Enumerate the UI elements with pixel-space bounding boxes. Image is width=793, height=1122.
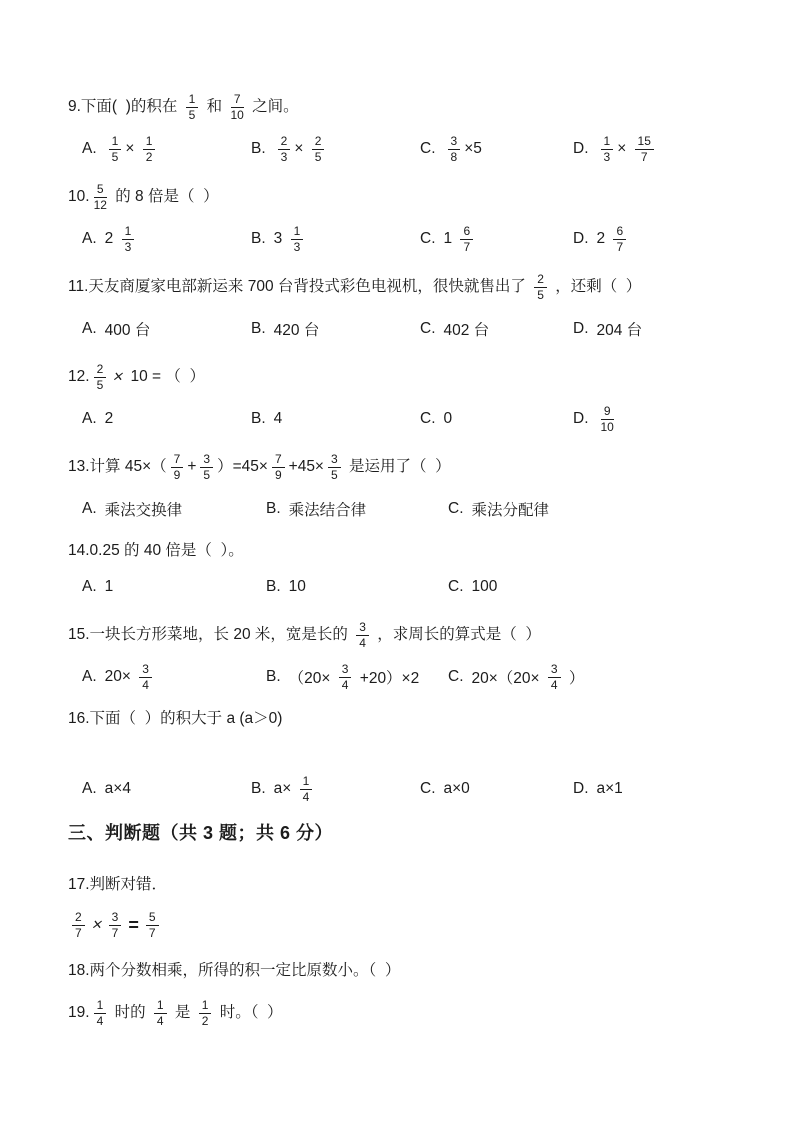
fraction: $\frac{1}{2}$ xyxy=(199,999,212,1027)
option-label: A. xyxy=(82,140,97,157)
option-label: D. xyxy=(573,410,589,427)
option-12-d xyxy=(573,405,743,433)
text-segment: a× xyxy=(273,780,296,797)
text-segment: 0 xyxy=(443,410,453,427)
option-value xyxy=(274,135,329,163)
equals-sign: = xyxy=(128,914,139,935)
option-11-b xyxy=(251,318,420,340)
question-9-stem xyxy=(68,90,743,124)
text-segment: 时的 xyxy=(110,1003,150,1021)
question-10-options xyxy=(68,222,743,256)
option-16-c xyxy=(420,780,573,798)
fraction: $\frac{3}{4}$ xyxy=(339,663,352,691)
multiply-sign: × xyxy=(89,914,105,934)
option-11-a xyxy=(82,318,251,340)
text-segment: （20× xyxy=(288,670,335,687)
option-11-c xyxy=(420,318,573,340)
option-12-a xyxy=(82,410,251,428)
option-label: B. xyxy=(251,230,266,247)
multiply-sign: × xyxy=(111,366,126,386)
text-segment: ×5 xyxy=(464,140,482,157)
option-label: C. xyxy=(420,140,436,157)
option-label: B. xyxy=(251,320,266,337)
text-segment: 17.判断对错． xyxy=(68,875,168,893)
option-16-b xyxy=(251,775,420,803)
text-segment: 14.0.25 的 40 倍是（ ）。 xyxy=(68,541,244,559)
fraction: $\frac{6}{7}$ xyxy=(460,225,473,253)
question-14-stem xyxy=(68,540,743,562)
fraction: $\frac{3}{4}$ xyxy=(548,663,561,691)
option-value xyxy=(472,578,498,596)
text-segment: 乘法分配律 xyxy=(471,502,550,519)
option-value xyxy=(274,225,308,253)
option-value xyxy=(274,775,317,803)
text-segment: 16.下面（ ）的积大于 a (a＞0) xyxy=(68,709,283,727)
text-segment: 12. xyxy=(68,367,90,385)
text-segment: +45× xyxy=(288,457,324,475)
option-value xyxy=(289,578,306,596)
text-segment: 11.天友商厦家电部新运来 700 台背投式彩色电视机，很快就售出了 xyxy=(68,277,531,295)
text-segment: 2 xyxy=(104,230,118,247)
option-label: C. xyxy=(420,320,436,337)
option-value xyxy=(105,578,114,596)
fraction: $\frac{2}{5}$ xyxy=(534,273,547,301)
option-value xyxy=(105,780,131,798)
fraction: $\frac{9}{10}$ xyxy=(600,403,614,434)
fraction: $\frac{3}{7}$ xyxy=(109,911,122,939)
fraction: $\frac{7}{9}$ xyxy=(272,453,285,481)
option-label: C. xyxy=(448,668,464,685)
option-9-a xyxy=(82,135,251,163)
text-segment: 10 = （ ） xyxy=(126,367,206,385)
option-13-b xyxy=(266,498,448,520)
option-14-c xyxy=(448,578,743,596)
text-segment: a×4 xyxy=(104,780,131,797)
option-value xyxy=(289,663,420,691)
option-label: C. xyxy=(420,410,436,427)
text-segment: 13.计算 45×（ xyxy=(68,457,167,475)
fraction: $\frac{7}{10}$ xyxy=(230,91,244,122)
fraction: $\frac{1}{3}$ xyxy=(291,225,304,253)
fraction: $\frac{1}{4}$ xyxy=(300,775,313,803)
text-segment: ，还剩（ ） xyxy=(550,277,642,295)
option-value xyxy=(597,135,658,163)
option-10-d xyxy=(573,225,743,253)
question-17-equation xyxy=(68,906,743,944)
option-value xyxy=(444,780,470,798)
text-segment: 2 xyxy=(104,410,114,427)
option-15-b xyxy=(266,663,448,691)
text-segment: 时。（ ） xyxy=(215,1003,283,1021)
fraction: $\frac{5}{7}$ xyxy=(146,911,159,939)
option-value xyxy=(597,318,643,340)
option-label: B. xyxy=(266,500,281,517)
fraction: $\frac{3}{5}$ xyxy=(200,453,213,481)
question-9-options xyxy=(68,132,743,166)
text-segment: 400 台 xyxy=(104,322,151,339)
question-13-stem xyxy=(68,450,743,484)
fraction: $\frac{1}{2}$ xyxy=(143,135,156,163)
fraction: $\frac{1}{4}$ xyxy=(94,999,107,1027)
fraction: $\frac{3}{4}$ xyxy=(139,663,152,691)
option-label: B. xyxy=(251,410,266,427)
option-value xyxy=(105,318,151,340)
text-segment: 20× xyxy=(104,668,136,685)
fraction: $\frac{1}{5}$ xyxy=(109,135,122,163)
fraction: $\frac{2}{5}$ xyxy=(312,135,325,163)
option-label: C. xyxy=(448,578,464,595)
option-15-c xyxy=(448,663,743,691)
text-segment: 15.一块长方形菜地，长 20 米，宽是长的 xyxy=(68,625,353,643)
text-segment: 9.下面( )的积在 xyxy=(68,97,182,115)
option-label: C. xyxy=(420,780,436,797)
fraction: $\frac{1}{4}$ xyxy=(154,999,167,1027)
option-label: A. xyxy=(82,780,97,797)
fraction: $\frac{1}{3}$ xyxy=(601,135,614,163)
question-10-stem xyxy=(68,180,743,214)
option-value xyxy=(597,225,631,253)
option-value xyxy=(597,780,623,798)
option-9-c xyxy=(420,135,573,163)
option-label: A. xyxy=(82,668,97,685)
text-segment: 1 xyxy=(104,578,114,595)
fraction: $\frac{5}{12}$ xyxy=(93,181,107,212)
option-13-c xyxy=(448,498,743,520)
text-segment: 之间。 xyxy=(247,97,299,115)
option-value xyxy=(472,498,550,520)
question-15-options xyxy=(68,660,743,694)
text-segment: 204 台 xyxy=(596,322,643,339)
option-16-d xyxy=(573,780,743,798)
option-label: A. xyxy=(82,500,97,517)
question-12-stem xyxy=(68,360,743,394)
question-19-stem xyxy=(68,996,743,1030)
text-segment: 的 8 倍是（ ） xyxy=(110,187,219,205)
question-11-stem xyxy=(68,270,743,304)
option-value xyxy=(444,410,453,428)
option-12-c xyxy=(420,410,573,428)
option-value xyxy=(105,225,139,253)
option-label: A. xyxy=(82,578,97,595)
option-value xyxy=(444,318,490,340)
fraction: $\frac{2}{7}$ xyxy=(72,911,85,939)
option-value xyxy=(597,405,618,433)
option-10-b xyxy=(251,225,420,253)
option-value xyxy=(105,663,156,691)
text-segment: 10 xyxy=(288,578,306,595)
fraction: $\frac{1}{3}$ xyxy=(122,225,135,253)
option-label: A. xyxy=(82,410,97,427)
option-label: D. xyxy=(573,140,589,157)
option-value xyxy=(444,135,482,163)
text-segment: ）=45× xyxy=(217,457,268,475)
question-15-stem xyxy=(68,618,743,652)
text-segment: 402 台 xyxy=(443,322,490,339)
option-14-b xyxy=(266,578,448,596)
option-label: A. xyxy=(82,230,97,247)
text-segment: × xyxy=(617,140,631,157)
question-12-options xyxy=(68,402,743,436)
option-11-d xyxy=(573,318,743,340)
text-segment: 19. xyxy=(68,1003,90,1021)
text-segment: +20）×2 xyxy=(355,670,420,687)
text-segment: 是运用了（ ） xyxy=(344,457,451,475)
option-14-a xyxy=(82,578,266,596)
option-value xyxy=(274,410,283,428)
fraction: $\frac{3}{4}$ xyxy=(356,621,369,649)
question-16-options xyxy=(68,772,743,806)
text-segment: 乘法结合律 xyxy=(288,502,367,519)
option-13-a xyxy=(82,498,266,520)
section-judgment-heading: 三、判断题（共 3 题；共 6 分） xyxy=(68,822,334,843)
option-label: B. xyxy=(266,668,281,685)
question-16-stem xyxy=(68,708,743,730)
text-segment: 420 台 xyxy=(273,322,320,339)
question-13-options xyxy=(68,492,743,526)
option-10-c xyxy=(420,225,573,253)
text-segment: 4 xyxy=(273,410,283,427)
text-segment: ，求周长的算式是（ ） xyxy=(372,625,541,643)
text-segment: 和 xyxy=(202,97,227,115)
question-11-options xyxy=(68,312,743,346)
text-segment: + xyxy=(187,457,197,475)
option-9-d xyxy=(573,135,743,163)
question-14-options xyxy=(68,570,743,604)
text-segment: 1 xyxy=(443,230,457,247)
question-18-stem xyxy=(68,960,743,982)
text-segment: a×0 xyxy=(443,780,470,797)
option-label: C. xyxy=(420,230,436,247)
option-label: A. xyxy=(82,320,97,337)
fraction: $\frac{7}{9}$ xyxy=(171,453,184,481)
option-value xyxy=(105,498,183,520)
text-segment: 100 xyxy=(471,578,498,595)
option-value xyxy=(444,225,478,253)
option-label: D. xyxy=(573,780,589,797)
option-label: D. xyxy=(573,230,589,247)
text-segment: × xyxy=(294,140,308,157)
text-segment: a×1 xyxy=(596,780,623,797)
option-label: B. xyxy=(251,780,266,797)
option-label: B. xyxy=(251,140,266,157)
option-16-a xyxy=(82,780,251,798)
option-12-b xyxy=(251,410,420,428)
fraction: $\frac{3}{8}$ xyxy=(448,135,461,163)
text-segment: 2 xyxy=(596,230,610,247)
text-segment: 3 xyxy=(273,230,287,247)
fraction: $\frac{3}{5}$ xyxy=(328,453,341,481)
option-value xyxy=(289,498,367,520)
option-label: B. xyxy=(266,578,281,595)
question-17-stem xyxy=(68,874,743,896)
option-15-a xyxy=(82,663,266,691)
option-value xyxy=(105,135,160,163)
option-9-b xyxy=(251,135,420,163)
fraction: $\frac{15}{7}$ xyxy=(635,135,654,163)
text-segment: 20×（20× xyxy=(471,670,544,687)
text-segment: ） xyxy=(564,670,585,687)
fraction: $\frac{2}{5}$ xyxy=(94,363,107,391)
option-10-a xyxy=(82,225,251,253)
text-segment: × xyxy=(125,140,139,157)
text-segment: 乘法交换律 xyxy=(104,502,183,519)
option-label: C. xyxy=(448,500,464,517)
fraction: $\frac{6}{7}$ xyxy=(613,225,626,253)
fraction: $\frac{1}{5}$ xyxy=(186,93,199,121)
text-segment: 10. xyxy=(68,187,90,205)
fraction: $\frac{2}{3}$ xyxy=(278,135,291,163)
option-label: D. xyxy=(573,320,589,337)
option-value xyxy=(472,663,585,691)
option-value xyxy=(105,410,114,428)
option-value xyxy=(274,318,320,340)
text-segment: 18.两个分数相乘，所得的积一定比原数小。（ ） xyxy=(68,961,401,979)
text-segment: 是 xyxy=(170,1003,195,1021)
